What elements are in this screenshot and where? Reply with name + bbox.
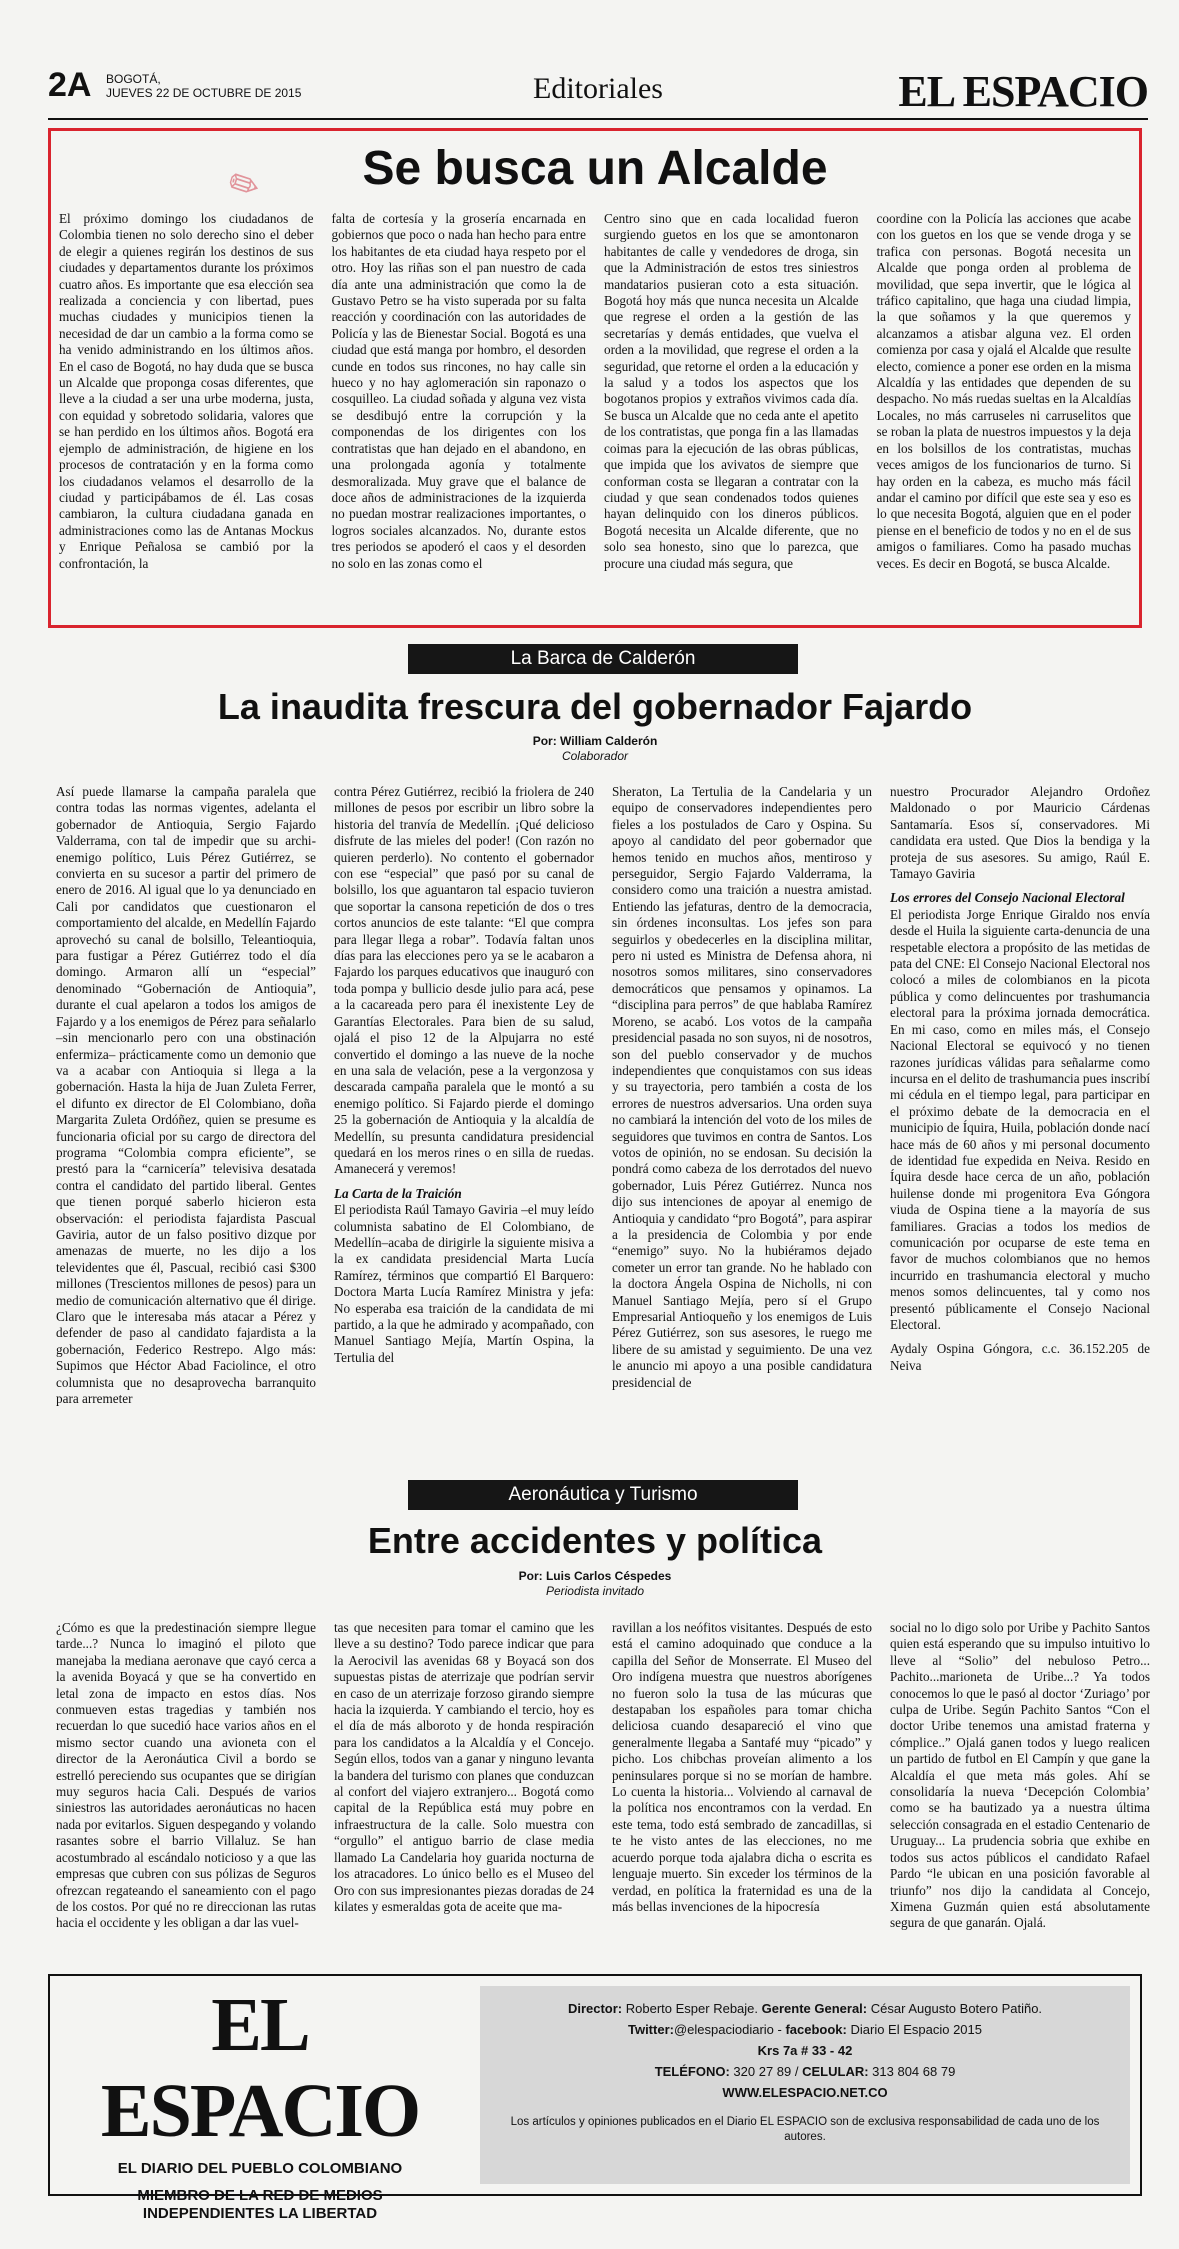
- section-title: Editoriales: [533, 72, 663, 105]
- editorial-column: El próximo domingo los ciudadanos de Colombia tienen no solo derecho sino el deber de elegir a quienes regirán los destinos de sus ciudades y departamentos durante los próximos cuatro años. Es importante que esa elección sea realizada a conciencia y con libertad, pues muchas ciudades y municipios tienen la necesidad de dar un cambio a la forma como se ha venido administrando en los últimos años. En el caso de Bogotá, no hay duda que se busca un Alcalde que proponga cosas diferentes, que lleve a la ciudad a ser una urbe moderna, justa, con equidad y sobretodo solidaria, valores que se han perdido en los últimos años. Bogotá era ejemplo de administración, de higiene en los procesos de contratación y en la forma como los ciudadanos velamos el desarrollo de la ciudad y participábamos de él. Las cosas cambiaron, la cultura ciudadana ganada en administraciones como las de Antanas Mockus y Enrique Peñalosa se cambió por la confrontación, la: [59, 211, 314, 571]
- editorial-column: Centro sino que en cada localidad fueron surgiendo guetos en los que se amontonaron habitantes de calle y vendedores de droga, sin que la Administración de estos tres siniestros mandatarios pusieran coto a esta situación. Bogotá hoy más que nunca necesita un Alcalde que regrese el orden a la gestión de las secretarías y demás entidades, que vuelva el orden a la movilidad, que regrese el orden a la seguridad, que retorne el orden a la educación y la salud y a todos los aspectos que los bogotanos propios y extraños vivimos cada día. Se busca un Alcalde que no ceda ante el apetito de los contratistas, que ponga fin a las llamadas coimas para la ejecución de las obras públicas, que impida que los avivatos de siempre que conforman costa se llegaran a contratar con la ciudad y que sean condenados todos quienes hayan delinquido con los dineros públicos. Bogotá necesita un Alcalde diferente, que no solo sea honesto, sino que lo parezca, que procure una ciudad más segura, que: [604, 211, 859, 571]
- editorial-column: falta de cortesía y la grosería encarnada en gobiernos que poco o nada han hecho para entre los habitantes de eta ciudad haya respeto por el otro. Hoy las riñas son el pan nuestro de cada día ante una administración que como la de Gustavo Petro se ha visto superada por su falta reacción y coordinación con las autoridades de Policía y las de Bienestar Social. Bogotá es una ciudad que está manga por hombro, el desorden cunde en todos sus rincones, no hay calle sin hueco y no hay aglomeración sin raponazo o cosquilleo. La ciudad soñada y alguna vez vista se desdibujó entre la corrupción y la componendas de los dirigentes con los contratistas que han dejado en el abandono, en una prolongada agonía y totalmente desmoralizada. Muy grave que el balance de doce años de administraciones de la izquierda no puedan mostrar realizaciones importantes, o logros sociales alcanzados. No, durante estos tres periodos se apoderó el caos y el desorden no solo en las zonas como el: [331, 211, 586, 571]
- footer-brand: [50, 1976, 470, 2222]
- editorial-title: Se busca un Alcalde: [362, 142, 828, 195]
- website-link[interactable]: WWW.ELESPACIO.NET.CO: [722, 2085, 888, 2100]
- newspaper-page: [48, 62, 1150, 2222]
- byline: Por: William Calderón Colaborador: [532, 734, 658, 763]
- article-column: social no lo digo solo por Uribe y Pachito Santos quien está esperando que su impulso intuitivo lo lleve al “Solio” del nebuloso Petro... Pachito...marioneta de Uribe...? Ya todos conocemos lo que le pasó al doctor ‘Zuriago’ por culpa de Uribe. Según Pachito Santos “Con el doctor Uribe tenemos una amistad fraterna y cómplice..” Ojalá ganen todos y luego realicen un partido de futbol en El Campín y que gane la Alcaldía el que meta más goles. Ahí se consolidaría la nueva ‘Decepción Colombia’ como se ha bautizado ya a nuestra última selección consagrada en el estadio Centenario de Uruguay... La prudencia sobria que exhibe en todos sus actos públicos el candidato Rafael Pardo “le ubican en una posición favorable al triunfo” nos dijo la candidata al Concejo, Ximena Guzmán quien está absolutamente segura de que ganarán. Ojalá.: [890, 1620, 1150, 1931]
- network-tagline: MIEMBRO DE LA RED DE MEDIOS INDEPENDIENTES LA LIBERTAD: [137, 2187, 383, 2222]
- column-banner: La Barca de Calderón: [408, 644, 798, 674]
- footer: [48, 1974, 1142, 2222]
- ink-stamp-mark: ✎: [214, 159, 269, 216]
- article-columns: [48, 1620, 1158, 1968]
- page-number: 2A: [48, 66, 92, 104]
- article-column: Sheraton, La Tertulia de la Candelaria y un equipo de conservadores independientes pero fieles a los postulados de Caro y Ospina. Su apoyo al candidato del peor gobernador que hemos tenido en muchos años, mentiroso y perseguidor, Sergio Fajardo Valderrama, la considero como una traición a nuestra amistad. Entiendo las jefaturas, dentro de la democracia, sin órdenes inconsultas. Los jefes son para seguirlos y obedecerles en la disciplina militar, pero ni usted es Ministra de Defensa ahora, ni nosotros somos militares, sino conservadores democráticos que pensamos y opinamos. La “disciplina para perros” de que hablaba Ramírez Moreno, se acabó. Los votos de la campaña presidencial pasada no son suyos, ni de nosotros, son del pueblo conservador y de muchos independientes que conquistamos con sus ideas y su trayectoria, pero también a costa de los errores de nuestros adversarios. Una orden suya no cambiará la intención del voto de los miles de seguidores que tuvimos en contra de Santos. Los votos de opinión, no se endosan. Su decisión la pondrá como cabeza de los derrotados del nuevo gobernador, Luis Pérez Gutiérrez. Nunca nos dijo sus intenciones de apoyar al enemigo de Antioquia y candidato “pro Bogotá”, para aspirar a la presidencia de Colombia y por ende “enemigo” suyo. No la hubiéramos dejado cometer un error tan grande. No he hablado con la doctora Ángela Ospina de Nicholls, ni con Manuel Santiago Mejía, pero sí el Grupo Empresarial Antioqueño y los enemigos de Luis Pérez Gutiérrez, son sus asesores, le ruego me libere de su amistad y seguimiento. De una vez le anuncio mi apoyo a una posible candidatura presidencial de: [612, 784, 872, 1390]
- article-title: La inaudita frescura del gobernador Fajardo: [217, 686, 973, 727]
- footer-logo: EL ESPACIO: [100, 1983, 420, 2153]
- article-column: contra Pérez Gutiérrez, recibió la friolera de 240 millones de pesos por escribir un libro sobre la historia del tranvía de Medellín. ¡Qué delicioso disfrute de las mieles del poder! (Con razón no quieren perderlo). No contento el gobernador con ese “especial” que pasó por su canal de bolsillo, los que aguantaron tal espacio tuvieron que soportar la cansona repetición de dos o tres cortos anuncios de este talante: “El que compra para llegar llega a robar”. Todavía faltan unos días para las elecciones pero ya se le acabaron a Fajardo los parques educativos que inauguró con toda pompa y bullicio desde julio para acá, pese a la cacareada pero para él inexistente Ley de Garantías Electorales. Para bien de su salud, ojalá el piso 12 de la Alpujarra no esté convertido el domingo a las nueve de la noche en una sala de velación, pese a la vergonzosa y descarada campaña paralela que le montó a su enemigo político. Si Fajardo pierde el domingo 25 la gobernación de Antioquia y la alcaldía de Medellín, su presunta candidatura presidencial quedará en los meros rines o en silla de ruedas. Amanecerá y veremos! La Carta de la Traición El periodista Raúl Tamayo Gaviria –el muy leído columnista sabatino de El Colombiano, de Medellín–acaba de dirigirle la siguiente misiva a la ex candidata presidencial Marta Lucía Ramírez, términos que compartió El Barquero: Doctora Marta Lucía Ramírez Ministra y jefa: No esperaba esa traición de la candidata de mi partido, a la que he admirado y acompañado, con Manuel Santiago Mejía, Martín Ospina, la Tertulia del: [334, 784, 594, 1365]
- article-column: ravillan a los neófitos visitantes. Después de esto está el camino adoquinado que conduce a la capilla del Señor de Monserrate. El Museo del Oro indígena muestra que nuestros aborígenes no fueron solo la tusa de las múcuras que destapaban los españoles para tomar chicha deliciosa cuando desapareció el vino que generalmente llegaba a Santafé muy “picado” y picho. Los chibchas proveían alimento a los peninsulares porque si no se morían de hambre. Lo cuenta la historia... Volviendo al carnaval de la política nos encontramos con la verdad. En este tema, todo está sembrado de zancadillas, si te he visto antes de las elecciones, no me acuerdo porque toda ajalabra dicha o escrita es lenguaje muerto. Sin exceder los términos de la verdad, en política la fraternidad es una de la más bellas invenciones de la hipocresía: [612, 1620, 872, 1914]
- subheading: Los errores del Consejo Nacional Electoral: [890, 890, 1125, 906]
- signature: Aydaly Ospina Góngora, c.c. 36.152.205 de Neiva: [890, 1341, 1150, 1373]
- disclaimer: Los artículos y opiniones publicados en el Diario EL ESPACIO son de exclusiva responsabilidad de cada uno de los autores.: [510, 2116, 1100, 2143]
- tagline: EL DIARIO DEL PUEBLO COLOMBIANO: [117, 2160, 403, 2177]
- article-column: ¿Cómo es que la predestinación siempre llegue tarde...? Nunca lo imaginó el piloto que manejaba la mediana aeronave que cayó cerca a la avenida Boyacá y que se ha convertido en letal zona de impacto en estos días. Nos conmueven estas tragedias y también nos recuerdan lo que sucedió hace varios años en el mismo sector cuando una avioneta con el director de la Aeronáutica Civil a bordo se estrelló pereciendo sus ocupantes que se dirigían muy seguros hacia Cali. Después de varios siniestros las autoridades aeronáuticas no hacen nada por evitarlos. Siguen despegando y volando rasantes sobre el barrio Villaluz. Se han acostumbrado al escándalo noticioso y a que las empresas que cubren con sus pólizas de Seguros ofrezcan regateando el saneamiento con el pago de los costos. Por qué no re direccionan las rutas hacia el occidente y les obligan a dar las vuel-: [56, 1620, 316, 1931]
- byline: Por: Luis Carlos Céspedes Periodista invitado: [518, 1569, 672, 1598]
- author-name: Luis Carlos Céspedes: [545, 1569, 672, 1583]
- subheading: La Carta de la Traición: [334, 1185, 462, 1201]
- editorial-column: coordine con la Policía las acciones que acabe con los guetos en los que se vende droga y se trafica con personas. Bogotá necesita un Alcalde que ponga orden al problema de movilidad, que sepa invertir, que le lógica al tráfico capitalino, que haga una ciudad limpia, la que soñamos y la que queremos y alcanzamos a atisbar alguna vez. El orden comienza por casa y ojalá el Alcalde que resulte electo, comience a poner ese orden en la misma Alcaldía y las entidades que dependen de su despacho. No más ruedas sueltas en la Alcaldías Locales, no más carruseles ni carruselitos que se roban la plata de nuestros impuestos y la deja en los bolsillos de los contratistas, muchas veces amigos de los funcionarios de turno. Si hay orden en la cabeza, es mucho más fácil andar el camino por difícil que este sea y eso es lo que necesita Bogotá, alguien que en el poder piense en el beneficio de todos y no en el de sus amigos o familiares. Como ha pasado muchas veces. Es decir en Bogotá, se busca Alcalde.: [876, 211, 1131, 571]
- footer-contact-box: Director: Roberto Esper Rebaje. Gerente General: César Augusto Botero Patiño. Twitter:@elespaciodiario - facebook: Diario El Espacio 2015 Krs 7a # 33 - 42 TELÉFONO: 320 27 89 / CELULAR: 313 804 68 79 WWW.ELESPACIO.NET.CO Los artículos y opiniones publicados en el Diario EL ESPACIO son de exclusiva responsabilidad de cada uno de los autores.: [480, 1986, 1130, 2184]
- dateline-date: JUEVES 22 DE OCTUBRE DE 2015: [106, 86, 302, 100]
- article-column: tas que necesiten para tomar el camino que les lleve a su destino? Todo parece indicar que para la Aerocivil las avenidas 68 y Boyacá son dos supuestas pistas de aterrizaje que podrían servir en caso de un aterrizaje forzoso girando siempre hacia la izquierda. Y cambiando el tercio, hoy es el día de más alboroto y de honda respiración para los candidatos a la Alcaldía y el Concejo. Según ellos, todos van a ganar y ninguno levanta la bandera del turismo con planes que conduzcan al confort del viajero extranjero... Bogotá como capital de la República está muy pobre en infraestructura de la calle. Solo muestra con “orgullo” el antiguo barrio de clase media llamado La Candelaria hoy guarida nocturna de los atracadores. Lo único bello es el Museo del Oro con sus impresionantes piezas doradas de 24 kilates y esmeraldas gota de aceite que ma-: [334, 1620, 594, 1914]
- author-role: Periodista invitado: [545, 1584, 645, 1598]
- masthead: [48, 62, 1148, 120]
- brand-logo: EL ESPACIO: [898, 67, 1148, 116]
- dateline-city: BOGOTÁ,: [106, 72, 161, 86]
- article-column: nuestro Procurador Alejandro Ordoñez Maldonado o por Mauricio Cárdenas Santamaría. Esos sí, conservadores. Mi candidata era usted. Que Dios la bendiga y la proteja de sus asesores. Su amigo, Raúl E. Tamayo Gaviria Los errores del Consejo Nacional Electoral El periodista Jorge Enrique Giraldo nos envía desde el Huila la siguiente carta-denuncia de una respetable electora a propósito de las metidas de pata del CNE: El Consejo Nacional Electoral nos colocó a miles de colombianos en la picota pública y como delincuentes por trashumancia electoral para la próxima jornada democrática. En mi caso, como en miles más, el Consejo Nacional Electoral se equivocó y no tienen razones jurídicas válidas para señalarme como incursa en el delito de trashumancia pues inscribí mi cédula en el tiempo legal, para participar en el próximo debate de la democracia en el municipio de Íquira, Huila, población donde nací hace más de 60 años y mi personal documento de identidad fue expedida en Neiva. Resido en Íquira desde hace cerca de un año, población huilense donde mi progenitora Eva Góngora viuda de Ospina tiene a la mayoría de sus familiares. Gracias a todos los medios de comunicación por ocuparse de este tema en favor de muchos colombianos que no hemos incurrido en trashumancia electoral y mucho menos somos delincuentes, tal y como nos presentó públicamente el Consejo Nacional Electoral. Aydaly Ospina Góngora, c.c. 36.152.205 de Neiva: [890, 784, 1150, 1373]
- editorial-columns: [51, 211, 1139, 603]
- article-column: Así puede llamarse la campaña paralela que contra todas las normas vigentes, adelanta el gobernador de Antioquia, Sergio Fajardo Valderrama, con tal de impedir que su archi-enemigo político, Luis Pérez Gutiérrez, se convierta en su sucesor a partir del primero de enero de 2016. Al igual que lo ya denunciado en Cali por candidatos que cuestionaron el comportamiento del alcalde, en Medellín Fajardo aprovechó su canal de bolsillo, Teleantioquia, para fustigar a Pérez Gutiérrez todo el día domingo. Armaron allí un “especial” denominado “Gobernación de Antioquia”, durante el cual apelaron a todos los amigos de Fajardo y a los enemigos de Pérez para señalarlo –sin mencionarlo pero con una obstinación enfermiza– prácticamente como un demonio que va a acabar con Antioquia si llega a la gobernación. Hasta la hija de Juan Zuleta Ferrer, el difunto ex director de El Colombiano, doña Margarita Zuleta Ordóñez, quien se presume es funcionaria oficial por su cargo de directora del programa “Colombia compra eficiente”, se prestó para la “carnicería” televisiva desatada contra el candidato del partido liberal. Gentes que tienen porqué saberlo hicieron esta observación: el periodista fajardista Pascual Gaviria, autor de un falso positivo dizque por amenazas de muerte, no les dijo a los televidentes que él, Pascual, recibió casi $300 millones (Trescientos millones de pesos) para un medio de comunicación alternativo que él dirige. Claro que le interesaba más atacar a Pérez y defender de paso al candidato fajardista a la gobernación, Federico Restrepo. Algo más: Supimos que Héctor Abad Faciolince, el otro columnista que no desaprovecha barranquito para arremeter: [56, 784, 316, 1407]
- editorial-box: [48, 128, 1142, 628]
- author-role: Colaborador: [561, 749, 629, 763]
- article-title: Entre accidentes y política: [367, 1520, 823, 1561]
- author-name: William Calderón: [560, 734, 658, 748]
- article-columns: [48, 784, 1158, 1407]
- column-banner: Aeronáutica y Turismo: [408, 1480, 798, 1510]
